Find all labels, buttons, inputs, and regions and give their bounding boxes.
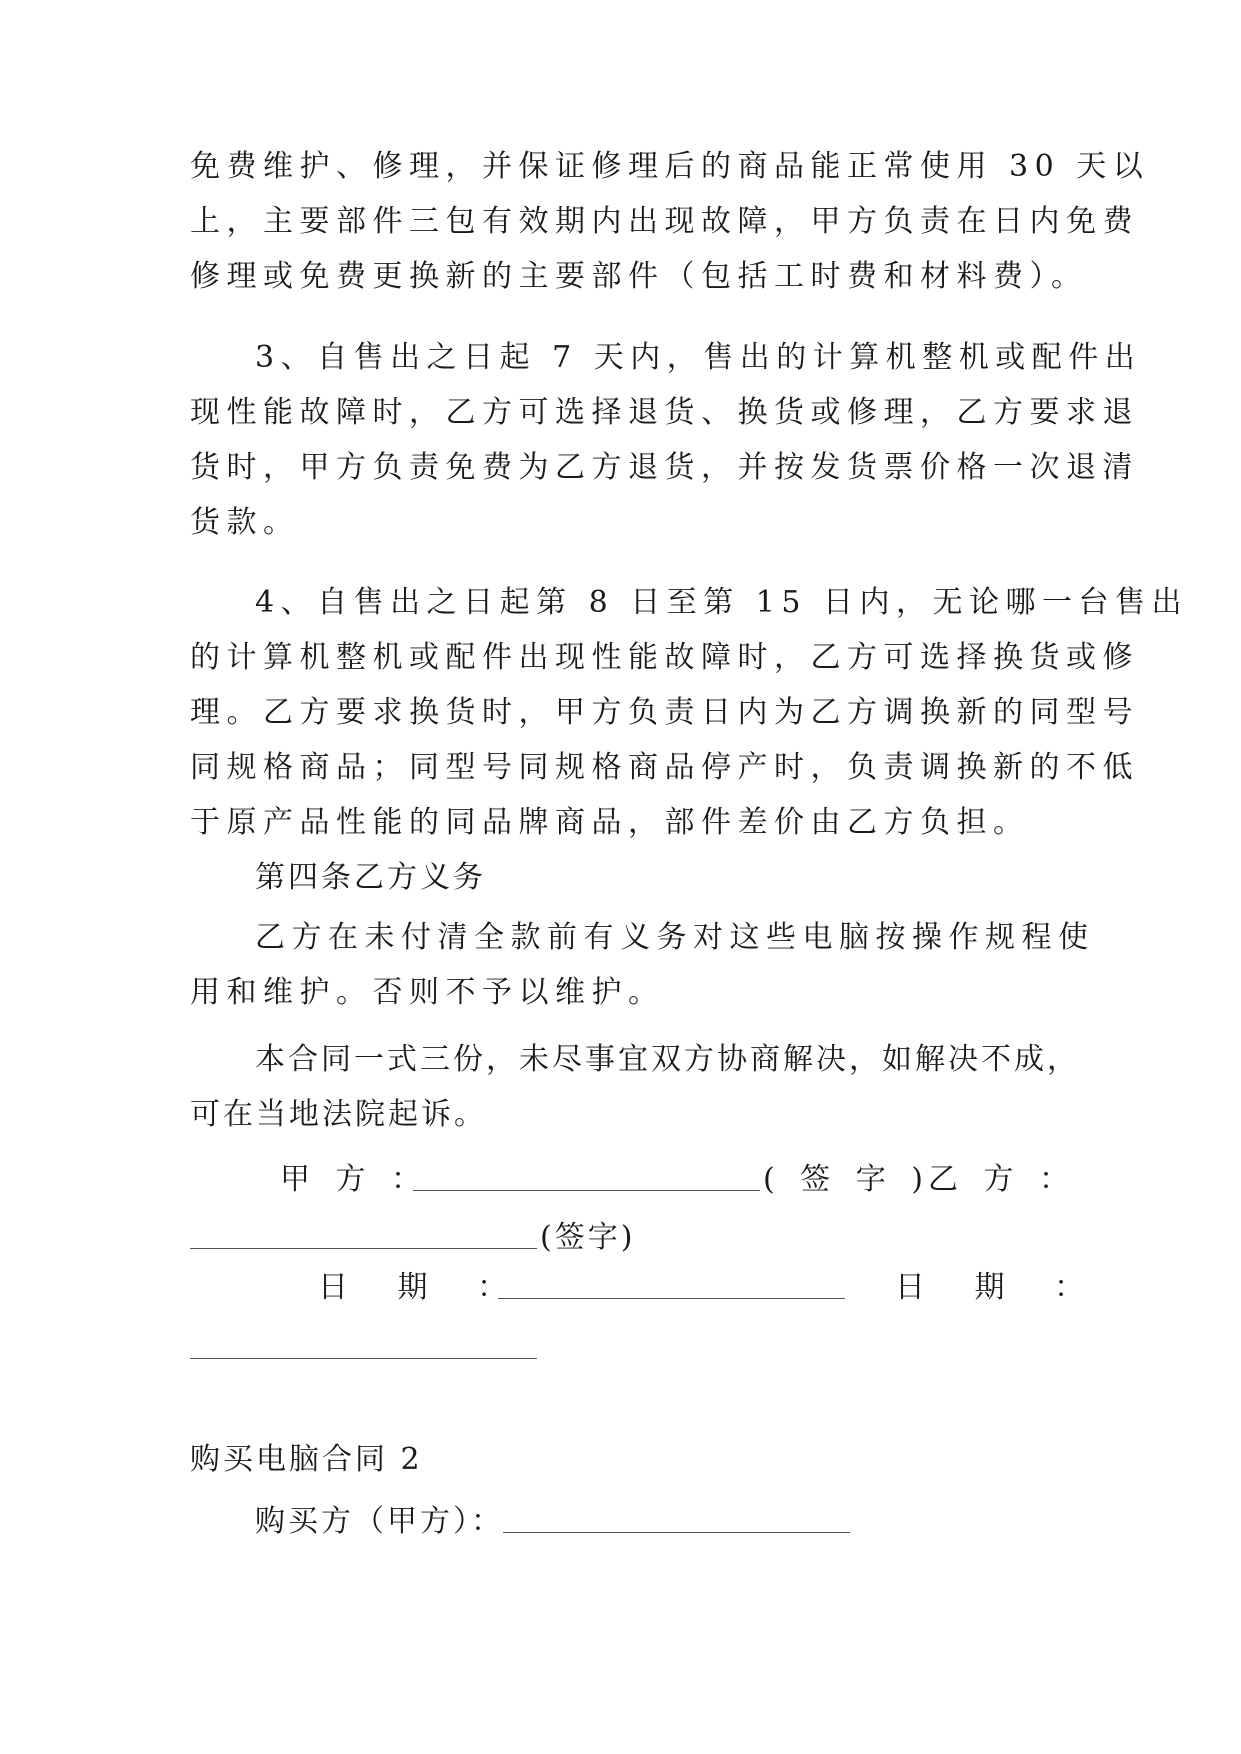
date-label-a: 日 期 ： [318,1270,528,1305]
paragraph-line: 免费维护、修理，并保证修理后的商品能正常使用 30 天以 [190,149,1150,184]
party-b-signature-line [190,1248,537,1249]
paragraph-line: 货款。 [190,505,300,540]
party-b-label: 乙 方 ： [928,1162,1078,1197]
paragraph-line: 可在当地法院起诉。 [190,1097,487,1132]
paragraph-line: 货时，甲方负责免费为乙方退货，并按发货票价格一次退清 [190,450,1139,485]
paragraph-line: 的计算机整机或配件出现性能故障时，乙方可选择换货或修 [190,640,1139,675]
party-a-label: 甲 方 ： [280,1162,430,1197]
paragraph-line: 于原产品性能的同品牌商品，部件差价由乙方负担。 [190,805,1030,840]
contract-2-title: 购买电脑合同 2 [190,1442,423,1477]
buyer-label: 购买方（甲方）： [255,1504,504,1539]
paragraph-line: 乙方在未付清全款前有义务对这些电脑按操作规程使 [255,920,1095,955]
paragraph-line: 现性能故障时，乙方可选择退货、换货或修理，乙方要求退 [190,395,1139,430]
date-a-line [498,1298,845,1299]
clause-4-line: 4、自售出之日起第 8 日至第 15 日内，无论哪一台售出 [255,585,1188,620]
article-4-heading: 第四条乙方义务 [255,860,486,895]
paragraph-line: 修理或免费更换新的主要部件（包括工时费和材料费）。 [190,259,1088,294]
paragraph-line: 上，主要部件三包有效期内出现故障，甲方负责在日内免费 [190,204,1139,239]
paragraph-line: 理。乙方要求换货时，甲方负责日内为乙方调换新的同型号 [190,695,1139,730]
sign-label: (签字) [540,1220,636,1255]
date-b-line [190,1358,537,1359]
date-label-b: 日 期 ： [895,1270,1105,1305]
paragraph-line: 本合同一式三份，未尽事宜双方协商解决，如解决不成， [255,1042,1080,1077]
sign-label: ( 签 字 ) [763,1162,932,1197]
paragraph-line: 同规格商品；同型号同规格商品停产时，负责调换新的不低 [190,750,1139,785]
party-a-signature-line [413,1190,760,1191]
buyer-line [503,1532,850,1533]
clause-3-line: 3、自售出之日起 7 天内，售出的计算机整机或配件出 [255,340,1142,375]
paragraph-line: 用和维护。否则不予以维护。 [190,975,665,1010]
